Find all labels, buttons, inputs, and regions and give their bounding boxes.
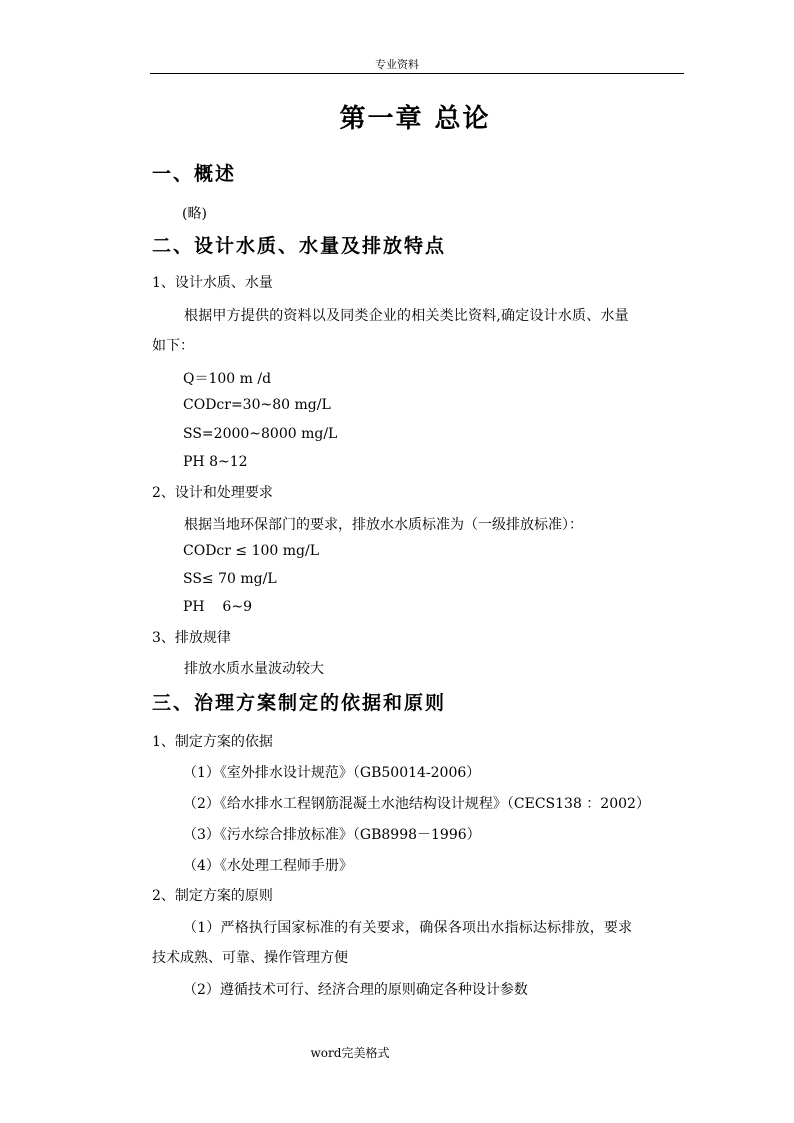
paragraph-line: 排放水质水量波动较大	[184, 661, 324, 677]
principle-item-line: 技术成熟、可靠、操作管理方便	[152, 950, 348, 966]
basis-item: （1）《室外排水设计规范》（GB50014-2006）	[183, 765, 481, 781]
section-heading-overview: 一、概述	[152, 163, 237, 185]
subheading-quality-quantity: 1、设计水质、水量	[152, 275, 273, 291]
subheading-basis: 1、制定方案的依据	[152, 734, 273, 750]
overview-body: (略)	[182, 206, 207, 222]
subheading-principles: 2、制定方案的原则	[152, 888, 273, 904]
subheading-treatment-requirements: 2、设计和处理要求	[152, 485, 273, 501]
standard-item-cod: CODcr ≤ 100 mg/L	[183, 543, 320, 559]
subheading-discharge-pattern: 3、排放规律	[152, 630, 231, 646]
header-rule	[150, 73, 684, 74]
paragraph-line: 根据甲方提供的资料以及同类企业的相关类比资料,确定设计水质、水量	[184, 308, 629, 324]
principle-item-line: （1）严格执行国家标准的有关要求，确保各项出水指标达标排放，要求	[183, 920, 633, 936]
basis-item: （2）《给水排水工程钢筋混凝土水池结构设计规程》（CECS138 ：2002）	[183, 796, 650, 812]
basis-item: （4）《水处理工程师手册》	[183, 858, 353, 874]
page-header: 专业资料	[375, 58, 419, 71]
spec-item-ss: SS=2000~8000 mg/L	[183, 426, 338, 442]
page-footer: word完美格式	[310, 1046, 390, 1060]
spec-item-ph: PH 8~12	[183, 454, 248, 470]
standard-item-ss: SS≤ 70 mg/L	[183, 571, 277, 587]
chapter-title: 第一章 总论	[339, 104, 491, 134]
basis-item: （3）《污水综合排放标准》（GB8998－1996）	[183, 827, 481, 843]
spec-item-flow: Q＝100 m /d	[183, 371, 272, 387]
paragraph-line: 根据当地环保部门的要求，排放水水质标准为（一级排放标准）：	[184, 517, 583, 533]
section-heading-design-quality: 二、设计水质、水量及排放特点	[152, 235, 447, 257]
paragraph-line: 如下：	[152, 338, 194, 354]
section-heading-basis-principles: 三、治理方案制定的依据和原则	[152, 692, 447, 714]
principle-item: （2）遵循技术可行、经济合理的原则确定各种设计参数	[183, 982, 528, 998]
spec-item-cod: CODcr=30~80 mg/L	[183, 397, 331, 413]
standard-item-ph: PH 6~9	[183, 599, 252, 615]
